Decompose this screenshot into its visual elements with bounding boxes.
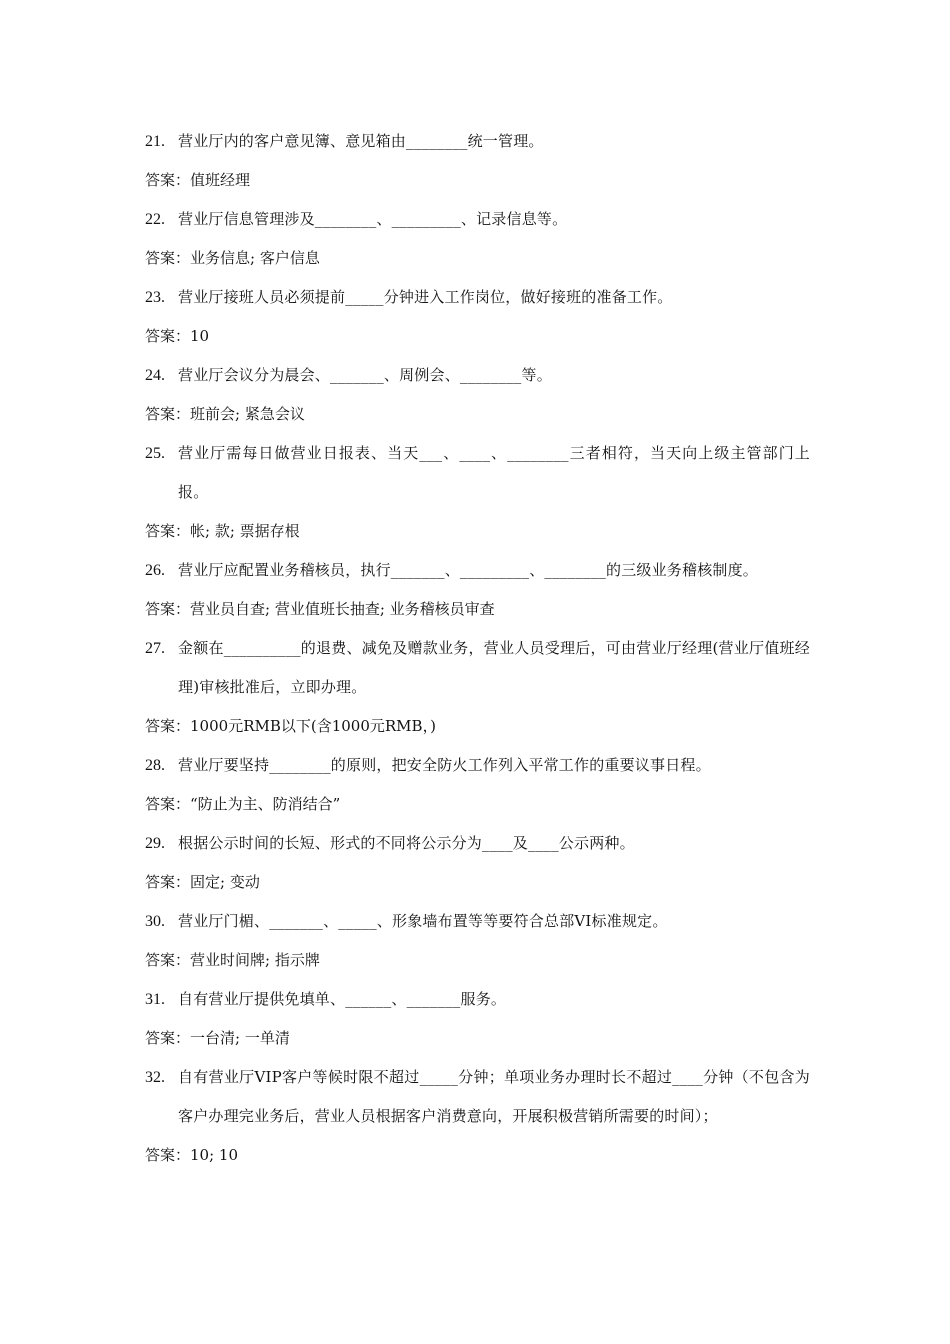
answer-text: 帐; 款; 票据存根 [190, 522, 300, 540]
answer [145, 512, 810, 551]
answer-label: 答案： [145, 522, 191, 540]
question-number: 26. [145, 562, 165, 579]
question-number: 24. [145, 367, 165, 384]
answer-label: 答案： [145, 249, 191, 267]
question-text: 自有营业厅提供免填单、______、_______服务。 [178, 990, 507, 1008]
question-list [145, 122, 810, 1175]
question-text: 营业厅门楣、_______、_____、形象墙布置等等要符合总部VI标准规定。 [178, 912, 668, 930]
question [145, 200, 810, 239]
answer [145, 863, 810, 902]
answer-text: 值班经理 [190, 171, 251, 189]
question [145, 1058, 810, 1136]
answer-label: 答案： [145, 873, 191, 891]
question-text: 根据公示时间的长短、形式的不同将公示分为____及____公示两种。 [178, 834, 635, 852]
question [145, 902, 810, 941]
answer-label: 答案： [145, 405, 191, 423]
answer [145, 395, 810, 434]
qa-item-32 [145, 1058, 810, 1175]
answer [145, 317, 810, 356]
answer-label: 答案： [145, 327, 191, 345]
answer-label: 答案： [145, 951, 191, 969]
answer [145, 590, 810, 629]
qa-item-28 [145, 746, 810, 824]
answer-label: 答案： [145, 717, 191, 735]
qa-item-25 [145, 434, 810, 551]
question-number: 23. [145, 289, 165, 306]
answer-text: 营业员自查; 营业值班长抽查; 业务稽核员审查 [190, 600, 495, 618]
question [145, 824, 810, 863]
question-number: 28. [145, 757, 165, 774]
question [145, 980, 810, 1019]
question-number: 22. [145, 211, 165, 228]
answer [145, 239, 810, 278]
question [145, 122, 810, 161]
qa-item-26 [145, 551, 810, 629]
qa-item-21 [145, 122, 810, 200]
question-number: 27. [145, 640, 165, 657]
question-number: 30. [145, 913, 165, 930]
answer [145, 785, 810, 824]
answer [145, 1136, 810, 1175]
question-number: 25. [145, 445, 165, 462]
answer-text: 1000元RMB以下(含1000元RMB，) [190, 717, 436, 735]
question-number: 29. [145, 835, 165, 852]
answer-label: 答案： [145, 1146, 191, 1164]
answer-text: “防止为主、防消结合” [190, 795, 341, 813]
answer [145, 1019, 810, 1058]
answer-text: 营业时间牌; 指示牌 [190, 951, 320, 969]
answer-text: 业务信息; 客户信息 [190, 249, 320, 267]
answer-label: 答案： [145, 795, 191, 813]
qa-item-29 [145, 824, 810, 902]
question [145, 434, 810, 512]
qa-item-23 [145, 278, 810, 356]
question-number: 32. [145, 1069, 165, 1086]
qa-item-22 [145, 200, 810, 278]
question-number: 31. [145, 991, 165, 1008]
answer-label: 答案： [145, 171, 191, 189]
question-text: 自有营业厅VIP客户等候时限不超过_____分钟；单项业务办理时长不超过____分钟（不包含为客户办理完业务后，营业人员根据客户消费意向，开展积极营销所需要的时间）； [178, 1068, 810, 1125]
answer [145, 161, 810, 200]
answer [145, 941, 810, 980]
question [145, 746, 810, 785]
answer-label: 答案： [145, 600, 191, 618]
question-text: 营业厅接班人员必须提前_____分钟进入工作岗位，做好接班的准备工作。 [178, 288, 673, 306]
question [145, 551, 810, 590]
answer [145, 707, 810, 746]
question-text: 营业厅信息管理涉及________、_________、记录信息等。 [178, 210, 568, 228]
answer-text: 固定; 变动 [190, 873, 260, 891]
answer-text: 10 [190, 327, 210, 345]
question-number: 21. [145, 133, 165, 150]
qa-item-27 [145, 629, 810, 746]
answer-text: 班前会; 紧急会议 [190, 405, 305, 423]
qa-item-31 [145, 980, 810, 1058]
qa-item-30 [145, 902, 810, 980]
answer-text: 10; 10 [190, 1146, 239, 1164]
question-text: 营业厅内的客户意见簿、意见箱由________统一管理。 [178, 132, 544, 150]
question-text: 营业厅要坚持________的原则，把安全防火工作列入平常工作的重要议事日程。 [178, 756, 711, 774]
question-text: 营业厅会议分为晨会、_______、周例会、________等。 [178, 366, 552, 384]
answer-label: 答案： [145, 1029, 191, 1047]
question-text: 营业厅需每日做营业日报表、当天___、____、________三者相符，当天向上级主管部门上报。 [178, 444, 810, 501]
question [145, 629, 810, 707]
question [145, 356, 810, 395]
qa-item-24 [145, 356, 810, 434]
answer-text: 一台清; 一单清 [190, 1029, 290, 1047]
question [145, 278, 810, 317]
question-text: 金额在__________的退费、减免及赠款业务，营业人员受理后，可由营业厅经理(营业厅值班经理)审核批准后，立即办理。 [178, 639, 810, 696]
question-text: 营业厅应配置业务稽核员，执行_______、_________、________的三级业务稽核制度。 [178, 561, 759, 579]
